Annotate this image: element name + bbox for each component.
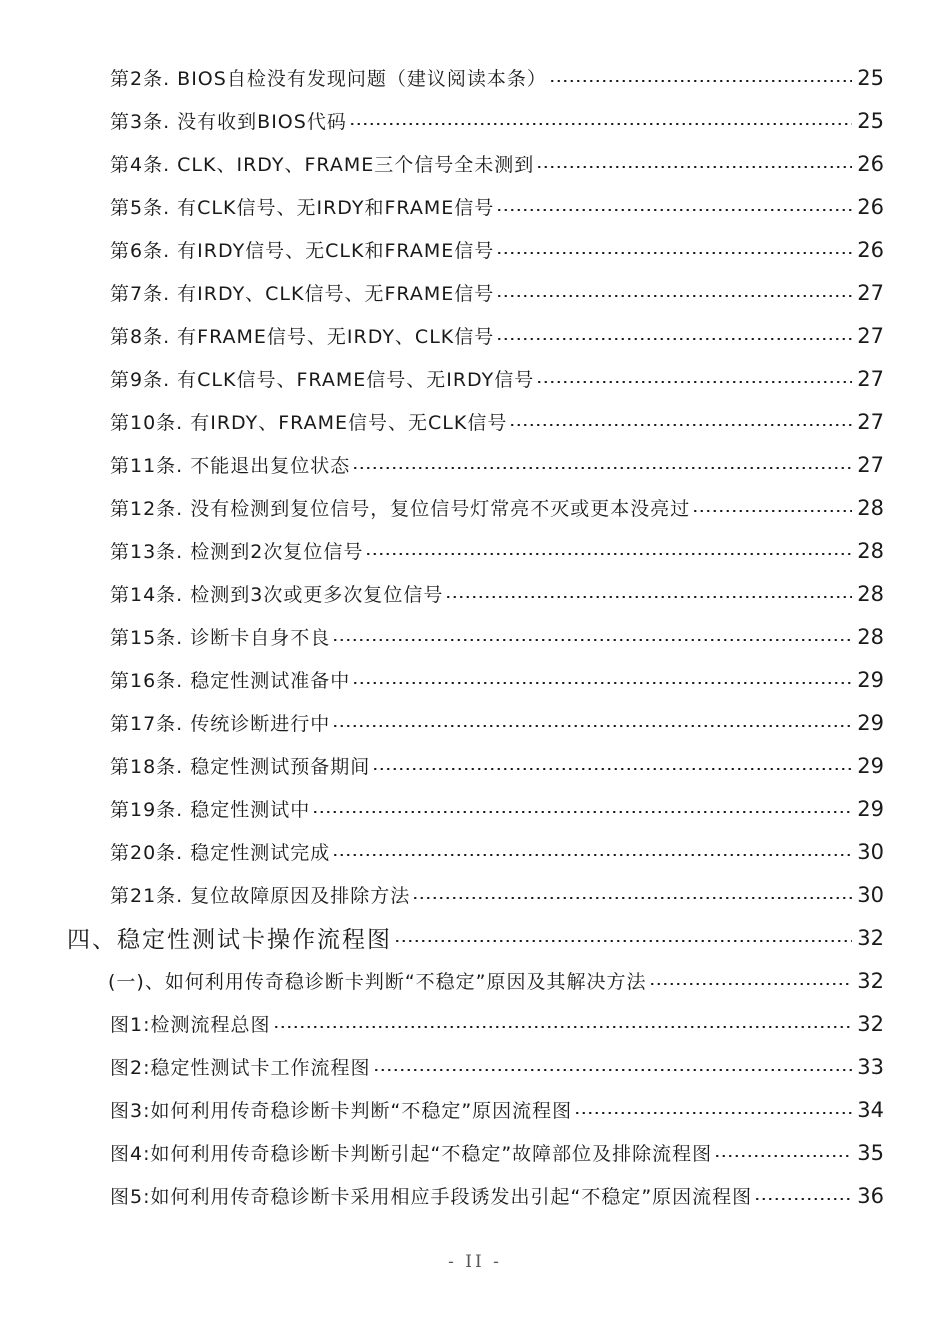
toc-page-number: 32 — [857, 968, 884, 993]
toc-entry-label: 第7条. 有IRDY、CLK信号、无FRAME信号 — [110, 283, 495, 305]
dot-leader — [549, 80, 852, 82]
dot-leader — [754, 1198, 852, 1200]
dot-leader — [332, 725, 852, 727]
toc-page-number: 32 — [857, 925, 884, 950]
toc-entry-label: 图3:如何利用传奇稳诊断卡判断“不稳定”原因流程图 — [110, 1100, 573, 1122]
toc-page-number: 29 — [857, 710, 884, 735]
toc-entry[interactable] — [0, 486, 950, 529]
dot-leader — [496, 252, 852, 254]
dot-leader — [714, 1155, 852, 1157]
toc-entry-label: 第8条. 有FRAME信号、无IRDY、CLK信号 — [110, 326, 495, 348]
dot-leader — [445, 596, 852, 598]
dot-leader — [649, 983, 852, 985]
dot-leader — [496, 209, 852, 211]
toc-section-heading[interactable] — [0, 916, 950, 959]
toc-page-number: 33 — [857, 1054, 884, 1079]
toc-entry[interactable] — [0, 572, 950, 615]
toc-entry[interactable] — [0, 56, 950, 99]
toc-entry-label: 第12条. 没有检测到复位信号，复位信号灯常亮不灭或更本没亮过 — [110, 498, 691, 520]
toc-entry[interactable] — [0, 701, 950, 744]
dot-leader — [372, 768, 852, 770]
toc-entry-label: 第18条. 稳定性测试预备期间 — [110, 756, 371, 778]
dot-leader — [496, 295, 852, 297]
toc-entry-label: 第19条. 稳定性测试中 — [110, 799, 311, 821]
toc-entry[interactable] — [0, 185, 950, 228]
dot-leader — [394, 940, 852, 942]
dot-leader — [332, 639, 852, 641]
toc-entry-label: 第17条. 传统诊断进行中 — [110, 713, 331, 735]
toc-page-number: 27 — [857, 366, 884, 391]
dot-leader — [312, 811, 852, 813]
dot-leader — [365, 553, 852, 555]
toc-entry[interactable] — [0, 787, 950, 830]
dot-leader — [692, 510, 852, 512]
dot-leader — [373, 1069, 853, 1071]
toc-entry-label: 第16条. 稳定性测试准备中 — [110, 670, 351, 692]
toc-entry-label: 第10条. 有IRDY、FRAME信号、无CLK信号 — [110, 412, 508, 434]
toc-page-number: 36 — [857, 1183, 884, 1208]
dot-leader — [352, 682, 852, 684]
dot-leader — [349, 123, 852, 125]
dot-leader — [496, 338, 852, 340]
dot-leader — [332, 854, 852, 856]
toc-page-number: 35 — [857, 1140, 884, 1165]
toc-page-number: 26 — [857, 237, 884, 262]
toc-entry-label: 图5:如何利用传奇稳诊断卡采用相应手段诱发出引起“不稳定”原因流程图 — [110, 1186, 753, 1208]
toc-page-number: 29 — [857, 667, 884, 692]
toc-page-number: 25 — [857, 108, 884, 133]
toc-page-number: 29 — [857, 796, 884, 821]
page-number-footer: - II - — [448, 1252, 502, 1272]
toc-entry[interactable] — [0, 615, 950, 658]
toc-page-number: 28 — [857, 624, 884, 649]
dot-leader — [536, 166, 852, 168]
toc-figure-entry[interactable] — [0, 1002, 950, 1045]
toc-entry[interactable] — [0, 271, 950, 314]
toc-entry-label: 第3条. 没有收到BIOS代码 — [110, 111, 347, 133]
toc-entry[interactable] — [0, 400, 950, 443]
toc-page-number: 27 — [857, 409, 884, 434]
toc-entry-label: 第11条. 不能退出复位状态 — [110, 455, 351, 477]
toc-entry-label: 第14条. 检测到3次或更多次复位信号 — [110, 584, 444, 606]
toc-entry[interactable] — [0, 314, 950, 357]
toc-entry-label: 第15条. 诊断卡自身不良 — [110, 627, 331, 649]
toc-entry-label: 图4:如何利用传奇稳诊断卡判断引起“不稳定”故障部位及排除流程图 — [110, 1143, 713, 1165]
toc-entry-label: 第13条. 检测到2次复位信号 — [110, 541, 364, 563]
dot-leader — [509, 424, 852, 426]
toc-page-number: 27 — [857, 452, 884, 477]
toc-entry-label: 第6条. 有IRDY信号、无CLK和FRAME信号 — [110, 240, 495, 262]
toc-page-number: 28 — [857, 538, 884, 563]
toc-entry[interactable] — [0, 357, 950, 400]
table-of-contents — [0, 56, 950, 1217]
toc-entry[interactable] — [0, 744, 950, 787]
dot-leader — [352, 467, 852, 469]
toc-entry[interactable] — [0, 228, 950, 271]
toc-page-number: 29 — [857, 753, 884, 778]
toc-entry-label: 第5条. 有CLK信号、无IRDY和FRAME信号 — [110, 197, 495, 219]
toc-page-number: 28 — [857, 581, 884, 606]
toc-figure-entry[interactable] — [0, 1174, 950, 1217]
toc-page-number: 30 — [857, 882, 884, 907]
toc-page-number: 26 — [857, 151, 884, 176]
toc-page-number: 26 — [857, 194, 884, 219]
dot-leader — [536, 381, 852, 383]
toc-page-number: 34 — [857, 1097, 884, 1122]
toc-entry-label: 第2条. BIOS自检没有发现问题（建议阅读本条） — [110, 68, 547, 90]
toc-figure-entry[interactable] — [0, 1088, 950, 1131]
toc-page-number: 27 — [857, 280, 884, 305]
toc-entry-label: 四、稳定性测试卡操作流程图 — [67, 927, 392, 953]
toc-page-number: 30 — [857, 839, 884, 864]
toc-entry-label: (一)、如何利用传奇稳诊断卡判断“不稳定”原因及其解决方法 — [108, 971, 647, 993]
toc-page-number: 27 — [857, 323, 884, 348]
toc-entry[interactable] — [0, 658, 950, 701]
toc-entry-label: 第21条. 复位故障原因及排除方法 — [110, 885, 411, 907]
toc-page-number: 28 — [857, 495, 884, 520]
toc-page-number: 25 — [857, 65, 884, 90]
toc-entry-label: 图1:检测流程总图 — [110, 1014, 271, 1036]
toc-entry[interactable] — [0, 529, 950, 572]
toc-entry-label: 图2:稳定性测试卡工作流程图 — [110, 1057, 371, 1079]
toc-entry[interactable] — [0, 142, 950, 185]
toc-entry[interactable] — [0, 830, 950, 873]
toc-figure-entry[interactable] — [0, 1131, 950, 1174]
toc-entry-label: 第9条. 有CLK信号、FRAME信号、无IRDY信号 — [110, 369, 535, 391]
dot-leader — [273, 1026, 853, 1028]
toc-figure-entry[interactable] — [0, 1045, 950, 1088]
toc-entry[interactable] — [0, 99, 950, 142]
dot-leader — [412, 897, 852, 899]
toc-entry[interactable] — [0, 443, 950, 486]
toc-entry[interactable] — [0, 873, 950, 916]
toc-entry-label: 第4条. CLK、IRDY、FRAME三个信号全未测到 — [110, 154, 535, 176]
toc-entry-label: 第20条. 稳定性测试完成 — [110, 842, 331, 864]
toc-subsection[interactable] — [0, 959, 950, 1002]
toc-page-number: 32 — [857, 1011, 884, 1036]
dot-leader — [574, 1112, 852, 1114]
